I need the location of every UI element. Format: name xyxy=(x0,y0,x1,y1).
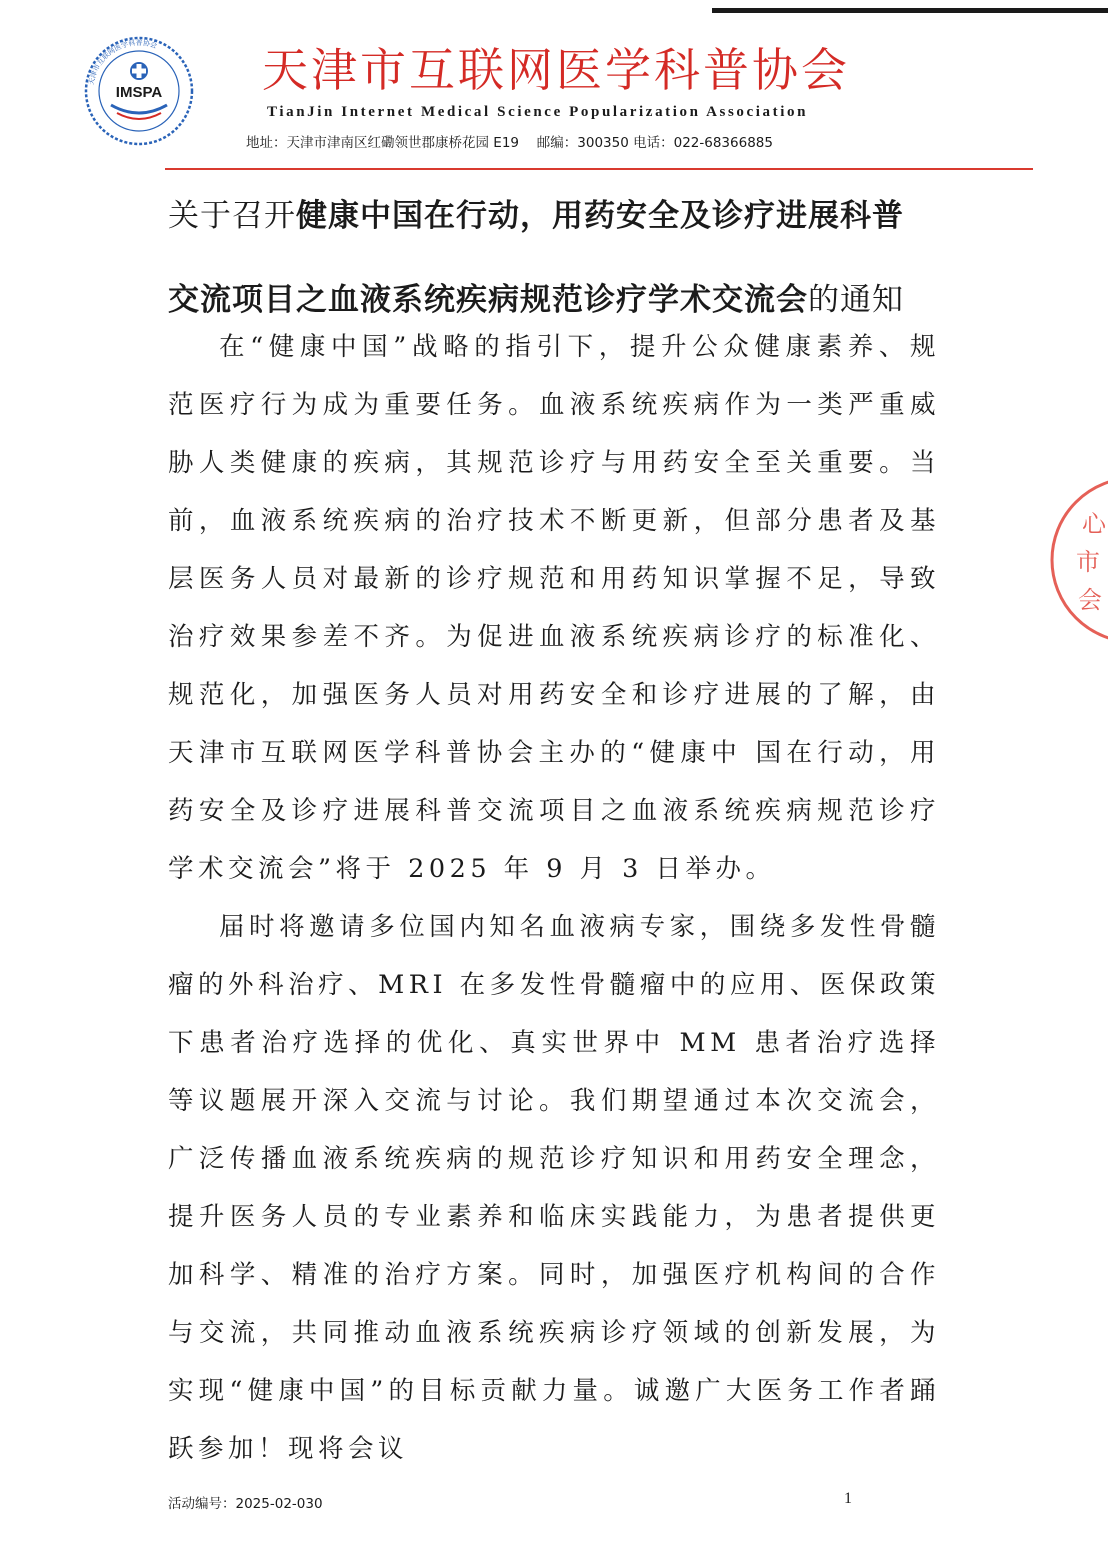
activity-id: 活动编号：2025-02-030 xyxy=(168,1496,323,1512)
logo-ring-text: 天津市互联网医学科普协会 xyxy=(87,38,159,86)
title-suffix: 的通知 xyxy=(808,282,904,318)
org-name-english: TianJin Internet Medical Science Popularization Association xyxy=(267,104,809,120)
org-name-chinese: 天津市互联网医学科普协会 xyxy=(262,43,850,97)
top-edge-rule xyxy=(712,8,1108,13)
imspa-logo xyxy=(83,35,195,147)
official-seal-stamp xyxy=(1046,470,1108,650)
title-line-1 xyxy=(168,174,948,258)
medical-cross-icon xyxy=(130,62,148,80)
notice-body xyxy=(168,318,940,1478)
body-paragraph-2: 届时将邀请多位国内知名血液病专家，围绕多发性骨髓瘤的外科治疗、MRI 在多发性骨髓瘤中的应用、医保政策下患者治疗选择的优化、真实世界中 MM 患者治疗选择等议题展开深入交流与讨论。我们期望通过本次交流会，广泛传播血液系统疾病的规范诊疗知识和用药安全理念，提升医务人员的专业素养和临床实践能力，为患者提供更加科学、精准的治疗方案。同时，加强医疗机构间的合作与交流，共同推动血液系统疾病诊疗领域的创新发展，为实现“健康中国”的目标贡献力量。诚邀广大医务工作者踊跃参加！现将会议 xyxy=(168,912,940,1464)
seal-char-1: 心 xyxy=(1082,510,1106,538)
logo-text: IMSPA xyxy=(115,84,163,101)
title-bold-line-2: 交流项目之血液系统疾病规范诊疗学术交流会 xyxy=(168,282,808,318)
header-divider xyxy=(165,168,1033,170)
notice-title xyxy=(168,174,948,342)
page-number: 1 xyxy=(844,1490,852,1507)
title-prefix: 关于召开 xyxy=(168,198,296,234)
body-paragraph-1: 在“健康中国”战略的指引下，提升公众健康素养、规范医疗行为成为重要任务。血液系统疾病作为一类严重威胁人类健康的疾病，其规范诊疗与用药安全至关重要。当前，血液系统疾病的治疗技术不断更新，但部分患者及基层医务人员对最新的诊疗规范和用药知识掌握不足，导致治疗效果参差不齐。为促进血液系统疾病诊疗的标准化、规范化，加强医务人员对用药安全和诊疗进展的了解，由天津市互联网医学科普协会主办的“健康中 国在行动，用药安全及诊疗进展科普交流项目之血液系统疾病规范诊疗学术交流会”将于 2025 年 9 月 3 日举办。 xyxy=(168,332,940,884)
org-address: 地址：天津市津南区红磡领世郡康桥花园 E19 邮编：300350 电话：022-68366885 xyxy=(246,135,773,151)
title-bold-line-1: 健康中国在行动，用药安全及诊疗进展科普 xyxy=(296,198,904,234)
seal-char-2: 市 xyxy=(1076,548,1100,576)
seal-char-3: 会 xyxy=(1078,586,1102,614)
